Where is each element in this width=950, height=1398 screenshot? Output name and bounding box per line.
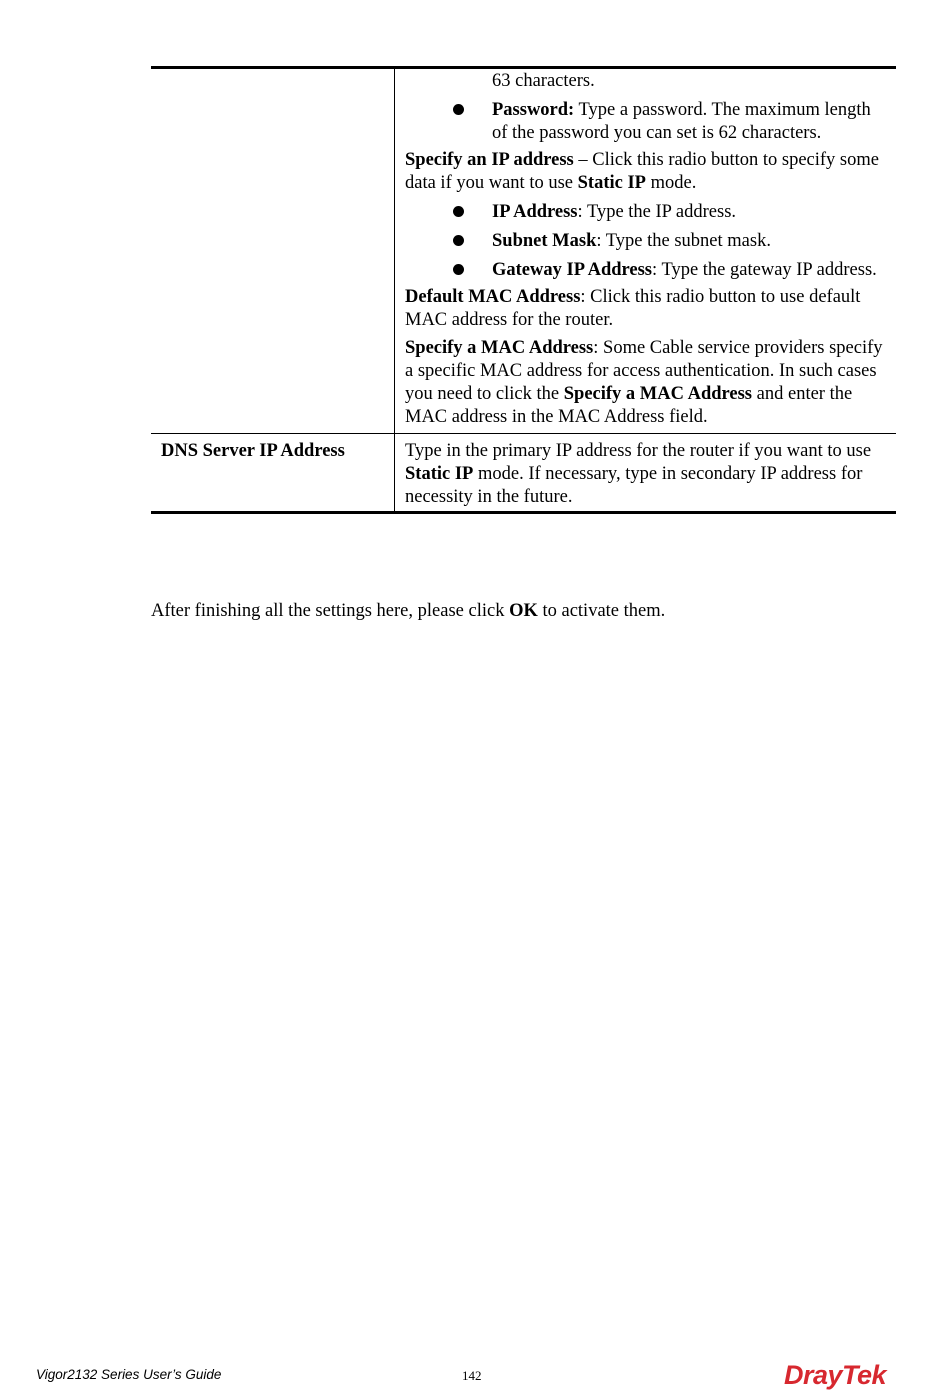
bullet-gateway: Gateway IP Address: Type the gateway IP address. — [405, 259, 888, 282]
bullet-icon — [453, 264, 464, 275]
draytek-logo: DrayTek — [784, 1360, 887, 1390]
table-row — [151, 68, 896, 434]
after-paragraph: After finishing all the settings here, please click OK to activate them. — [151, 601, 666, 621]
dns-label-cell: DNS Server IP Address — [151, 434, 395, 513]
para-default-mac: Default MAC Address: Click this radio button to use default MAC address for the router. — [405, 287, 861, 330]
settings-table — [151, 66, 896, 514]
page-number: 142 — [462, 1368, 482, 1383]
bullet-icon — [453, 235, 464, 246]
empty-label-cell — [151, 68, 395, 434]
bullet-ip-address: IP Address: Type the IP address. — [405, 201, 888, 224]
footer-guide-title: Vigor2132 Series User’s Guide — [36, 1367, 222, 1382]
bullet-subnet-mask: Subnet Mask: Type the subnet mask. — [405, 230, 888, 253]
continuation-text: 63 characters. — [492, 71, 595, 91]
table-row — [151, 434, 896, 513]
dns-description-cell: Type in the primary IP address for the router if you want to use Static IP mode. If necessary, type in secondary IP address for necessity in the future. — [395, 434, 897, 513]
bullet-icon — [453, 206, 464, 217]
para-specify-mac: Specify a MAC Address: Some Cable service providers specify a specific MAC address for access authentication. In such cases you need to click the Specify a MAC Address and enter the MAC address in the MAC Address field. — [405, 338, 883, 427]
bullet-password: Password: Type a password. The maximum length of the password you can set is 62 characters. — [405, 99, 888, 145]
bullet-icon — [453, 104, 464, 115]
description-cell — [395, 68, 897, 434]
para-specify-ip: Specify an IP address – Click this radio button to specify some data if you want to use Static IP mode. — [405, 150, 879, 193]
